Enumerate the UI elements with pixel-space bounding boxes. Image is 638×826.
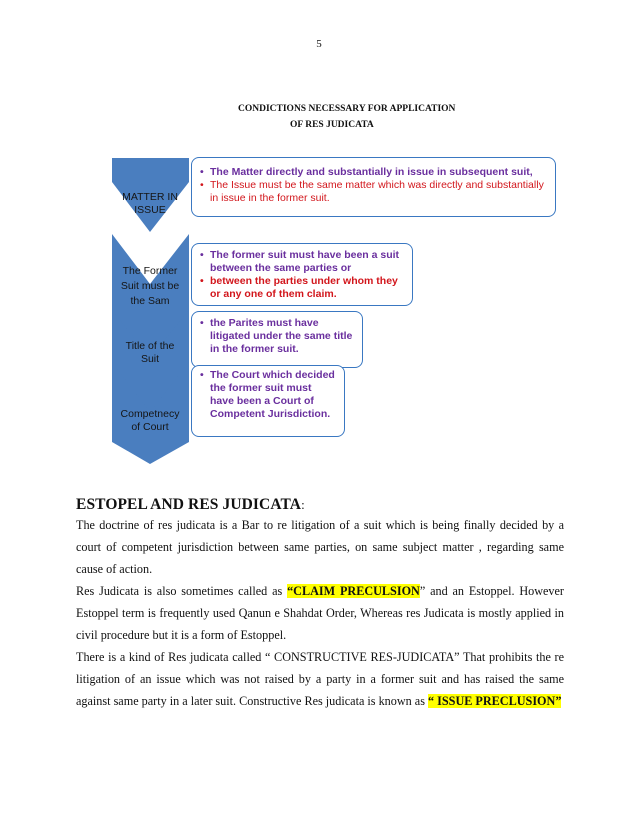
condition-box-competency (191, 365, 345, 437)
chevron-label-title-of-suit: Title of the Suit (125, 340, 175, 365)
highlight-claim-preclusion: “CLAIM PRECULSION (287, 584, 420, 598)
paragraph-constructive-res-judicata: There is a kind of Res judicata called “ CONSTRUCTIVE RES-JUDICATA” That prohibits the re litigation of an issue which was not raised by a party in a former suit and has raised the same against same party in a later suit. Constructive Res judicata is known as “ ISSUE PRECLUSION” (76, 650, 564, 708)
paragraph-claim-preclusion: Res Judicata is also sometimes called as “CLAIM PRECULSION” and an Estoppel. However Estoppel term is frequently used Qanun e Shahdat Order, Whereas res Judicata is mostly applied in civil procedure but it is a form of Estoppel. (76, 584, 564, 642)
chevron-label-competency: Competnecy of Court (120, 408, 180, 433)
chevron-label-former-suit: The Former Suit must be the Sam (120, 265, 180, 307)
condition-box-title-of-suit (191, 311, 363, 368)
page-number: 5 (316, 38, 322, 50)
condition-box-former-suit (191, 243, 413, 306)
bullet-same-parties: • The former suit must have been a suit between the same parties or (200, 249, 406, 275)
bullet-matter-directly: • The Matter directly and substantially in issue in subsequent suit, (200, 166, 549, 179)
section-heading: ESTOPEL AND RES JUDICATA: (76, 496, 305, 513)
bullet-competent-jurisdiction: • The Court which decided the former suit must have been a Court of Competent Jurisdiction. (200, 369, 338, 421)
chevron-label-matter-in-issue: MATTER IN ISSUE (122, 191, 178, 216)
highlight-issue-preclusion: “ ISSUE PRECLUSION” (428, 694, 562, 708)
diagram-title-line-1: CONDICTIONS NECESSARY FOR APPLICATION (238, 104, 456, 114)
bullet-issue-same-matter: • The Issue must be the same matter which was directly and substantially in issue in the former suit. (200, 179, 549, 205)
paragraph-doctrine: The doctrine of res judicata is a Bar to re litigation of a suit which is being finally decided by a court of competent jurisdiction between same parties, on same subject matter , regarding same cause of action. (76, 518, 564, 576)
diagram-title-line-2: OF RES JUDICATA (290, 120, 374, 130)
bullet-parties-under-whom: • between the parties under whom they or any one of them claim. (200, 275, 406, 301)
bullet-same-title: • the Parites must have litigated under the same title in the former suit. (200, 317, 356, 356)
condition-box-matter-in-issue (191, 157, 556, 217)
